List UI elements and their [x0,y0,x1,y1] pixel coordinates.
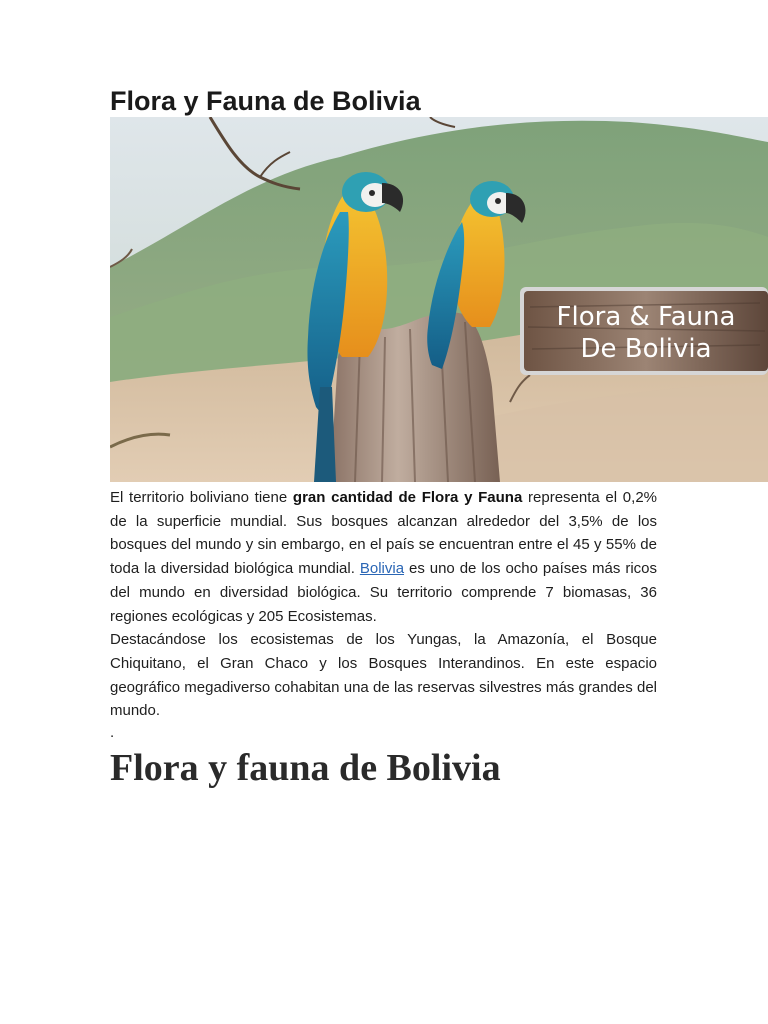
paragraph-1 [110,486,657,628]
banner-line-2: De Bolivia [580,334,712,364]
hero-image [110,117,768,482]
separator-dot: . [110,724,115,741]
paragraph-1-intro: El territorio boliviano tiene [110,489,293,506]
article-body [110,486,657,723]
paragraph-1-bold: gran cantidad de Flora y Fauna [292,489,523,506]
paragraph-1-text: representa el 0,2% de la superficie mundial. Sus bosques alcanzan alrededor del 3,5% de los bosques del mundo y sin embargo, en el país se encuentran entre el 45 y 55% de toda la diversidad biológica mundial. [110,489,658,578]
banner-plaque [520,287,768,375]
bolivia-link[interactable]: Bolivia [359,560,405,578]
section-heading: Flora y fauna de Bolivia [110,747,501,789]
page-title: Flora y Fauna de Bolivia [110,86,421,116]
paragraph-1-after-link: es uno de los ocho países más ricos del mundo en diversidad biológica. Su territorio comprende 7 biomasas, 36 regiones ecológicas y 205 Ecosistemas. [110,560,658,625]
paragraph-2: Destacándose los ecosistemas de los Yungas, la Amazonía, el Bosque Chiquitano, el Gran Chaco y los Bosques Interandinos. En este espacio geográfico megadiverso cohabitan una de las reservas silvestres más grandes del mundo. [110,631,657,720]
banner-line-1: Flora & Fauna [556,302,736,332]
